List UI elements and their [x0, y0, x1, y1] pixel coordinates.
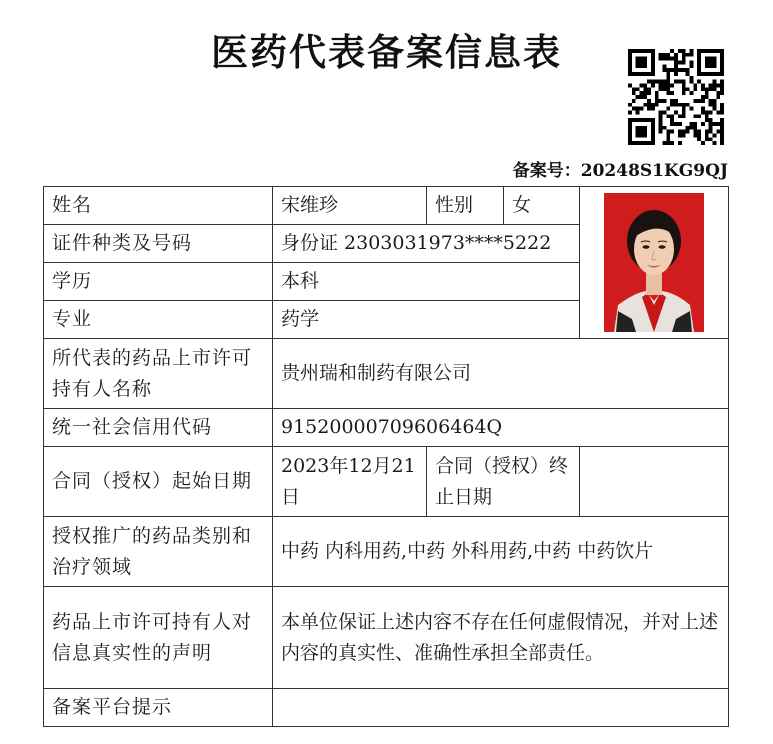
platform-label: 备案平台提示	[44, 689, 273, 727]
name-value: 宋维珍	[273, 187, 427, 225]
record-number: 备案号：20248S1KG9QJ	[512, 161, 728, 181]
page-title: 医药代表备案信息表	[211, 30, 562, 74]
holder-value: 贵州瑞和制药有限公司	[273, 339, 729, 409]
info-table	[43, 186, 729, 727]
start-date-value: 2023年12月21日	[273, 447, 427, 517]
name-label: 姓名	[44, 187, 273, 225]
platform-value	[273, 689, 729, 727]
id-value: 身份证 2303031973****5222	[273, 225, 580, 263]
holder-label: 所代表的药品上市许可持有人名称	[44, 339, 273, 409]
gender-value: 女	[504, 187, 580, 225]
category-value: 中药 内科用药,中药 外科用药,中药 中药饮片	[273, 517, 729, 587]
category-label: 授权推广的药品类别和治疗领域	[44, 517, 273, 587]
qr-code	[628, 49, 724, 145]
declaration-value: 本单位保证上述内容不存在任何虚假情况，并对上述内容的真实性、准确性承担全部责任。	[273, 587, 729, 689]
declaration-label: 药品上市许可持有人对信息真实性的声明	[44, 587, 273, 689]
credit-code-label: 统一社会信用代码	[44, 409, 273, 447]
major-value: 药学	[273, 301, 580, 339]
start-date-label: 合同（授权）起始日期	[44, 447, 273, 517]
id-label: 证件种类及号码	[44, 225, 273, 263]
gender-label: 性别	[427, 187, 504, 225]
end-date-value	[580, 447, 729, 517]
credit-code-value: 91520000709606464Q	[273, 409, 729, 447]
education-value: 本科	[273, 263, 580, 301]
end-date-label: 合同（授权）终止日期	[427, 447, 580, 517]
portrait-photo	[604, 193, 704, 332]
education-label: 学历	[44, 263, 273, 301]
major-label: 专业	[44, 301, 273, 339]
photo-cell	[580, 187, 729, 339]
